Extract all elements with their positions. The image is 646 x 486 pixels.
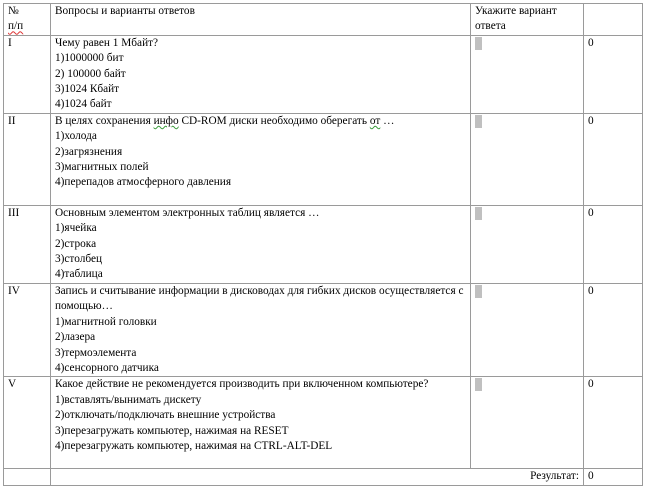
question-text: Запись и считывание информации в дисководах для гибких дисков осуществляется с помощью…: [55, 284, 464, 313]
number-column-header: [4, 4, 51, 36]
answer-option: 3)магнитных полей: [55, 161, 149, 174]
question-score: 0: [584, 35, 643, 113]
question-text: Какое действие не рекомендуется производить при включенном компьютере?: [55, 378, 429, 391]
question-column-header: Вопросы и варианты ответов: [51, 4, 471, 36]
number-header-line1: №: [8, 5, 19, 17]
answer-option: 1)1000000 бит: [55, 52, 124, 65]
answer-option: 1)вставлять/вынимать дискету: [55, 393, 202, 406]
answer-option: 2) 100000 байт: [55, 67, 126, 80]
answer-option: 2)загрязнения: [55, 145, 123, 158]
question-cell: [51, 377, 471, 469]
answer-input-field[interactable]: [475, 37, 482, 50]
answer-input-cell[interactable]: [471, 283, 584, 376]
question-text: Чему равен 1 Мбайт?: [55, 36, 159, 49]
question-cell: [51, 283, 471, 376]
answer-option: 1)ячейка: [55, 222, 97, 235]
header-row: [4, 4, 643, 36]
score-column-header: [584, 4, 643, 36]
question-text: Основным элементом электронных таблиц является …: [55, 206, 320, 219]
answer-option: 3)1024 Кбайт: [55, 83, 120, 96]
question-row: [4, 283, 643, 376]
answer-option: 3)столбец: [55, 253, 103, 266]
answer-option: 2)строка: [55, 237, 97, 250]
question-number: II: [4, 113, 51, 205]
question-score: 0: [584, 377, 643, 469]
answer-option: 3)термоэлемента: [55, 346, 137, 359]
result-empty-cell: [4, 469, 51, 485]
question-row: [4, 205, 643, 283]
question-row: [4, 35, 643, 113]
answer-input-cell[interactable]: [471, 377, 584, 469]
answer-input-field[interactable]: [475, 115, 482, 128]
question-cell: [51, 113, 471, 205]
question-row: [4, 113, 643, 205]
question-cell: [51, 205, 471, 283]
result-label: Результат:: [51, 469, 584, 485]
answer-option: 4)сенсорного датчика: [55, 361, 159, 374]
answer-option: 4)перезагружать компьютер, нажимая на CTRL-ALT-DEL: [55, 439, 333, 452]
answer-option: 4)таблица: [55, 268, 103, 281]
answer-input-field[interactable]: [475, 378, 482, 391]
answer-option: 2)отключать/подключать внешние устройства: [55, 409, 276, 422]
question-score: 0: [584, 205, 643, 283]
answer-column-header: Укажите вариант ответа: [471, 4, 584, 36]
answer-input-cell[interactable]: [471, 113, 584, 205]
quiz-table: [3, 3, 643, 486]
number-header-line2: п/п: [8, 20, 24, 33]
question-score: 0: [584, 113, 643, 205]
question-number: V: [4, 377, 51, 469]
question-score: 0: [584, 283, 643, 376]
answer-option: 2)лазера: [55, 331, 96, 344]
question-number: III: [4, 205, 51, 283]
question-cell: [51, 35, 471, 113]
answer-input-field[interactable]: [475, 285, 482, 298]
answer-option: 4)1024 байт: [55, 98, 112, 111]
question-number: IV: [4, 283, 51, 376]
question-number: I: [4, 35, 51, 113]
answer-input-field[interactable]: [475, 207, 482, 220]
answer-option: 1)холода: [55, 130, 97, 143]
answer-input-cell[interactable]: [471, 205, 584, 283]
question-text: В целях сохранения инфо CD-ROM диски необходимо оберегать от …: [55, 114, 395, 127]
result-row: [4, 469, 643, 485]
answer-option: 4)перепадов атмосферного давления: [55, 176, 232, 189]
question-row: [4, 377, 643, 469]
answer-option: 3)перезагружать компьютер, нажимая на RESET: [55, 424, 289, 437]
answer-option: 1)магнитной головки: [55, 315, 157, 328]
answer-input-cell[interactable]: [471, 35, 584, 113]
result-value: 0: [584, 469, 643, 485]
